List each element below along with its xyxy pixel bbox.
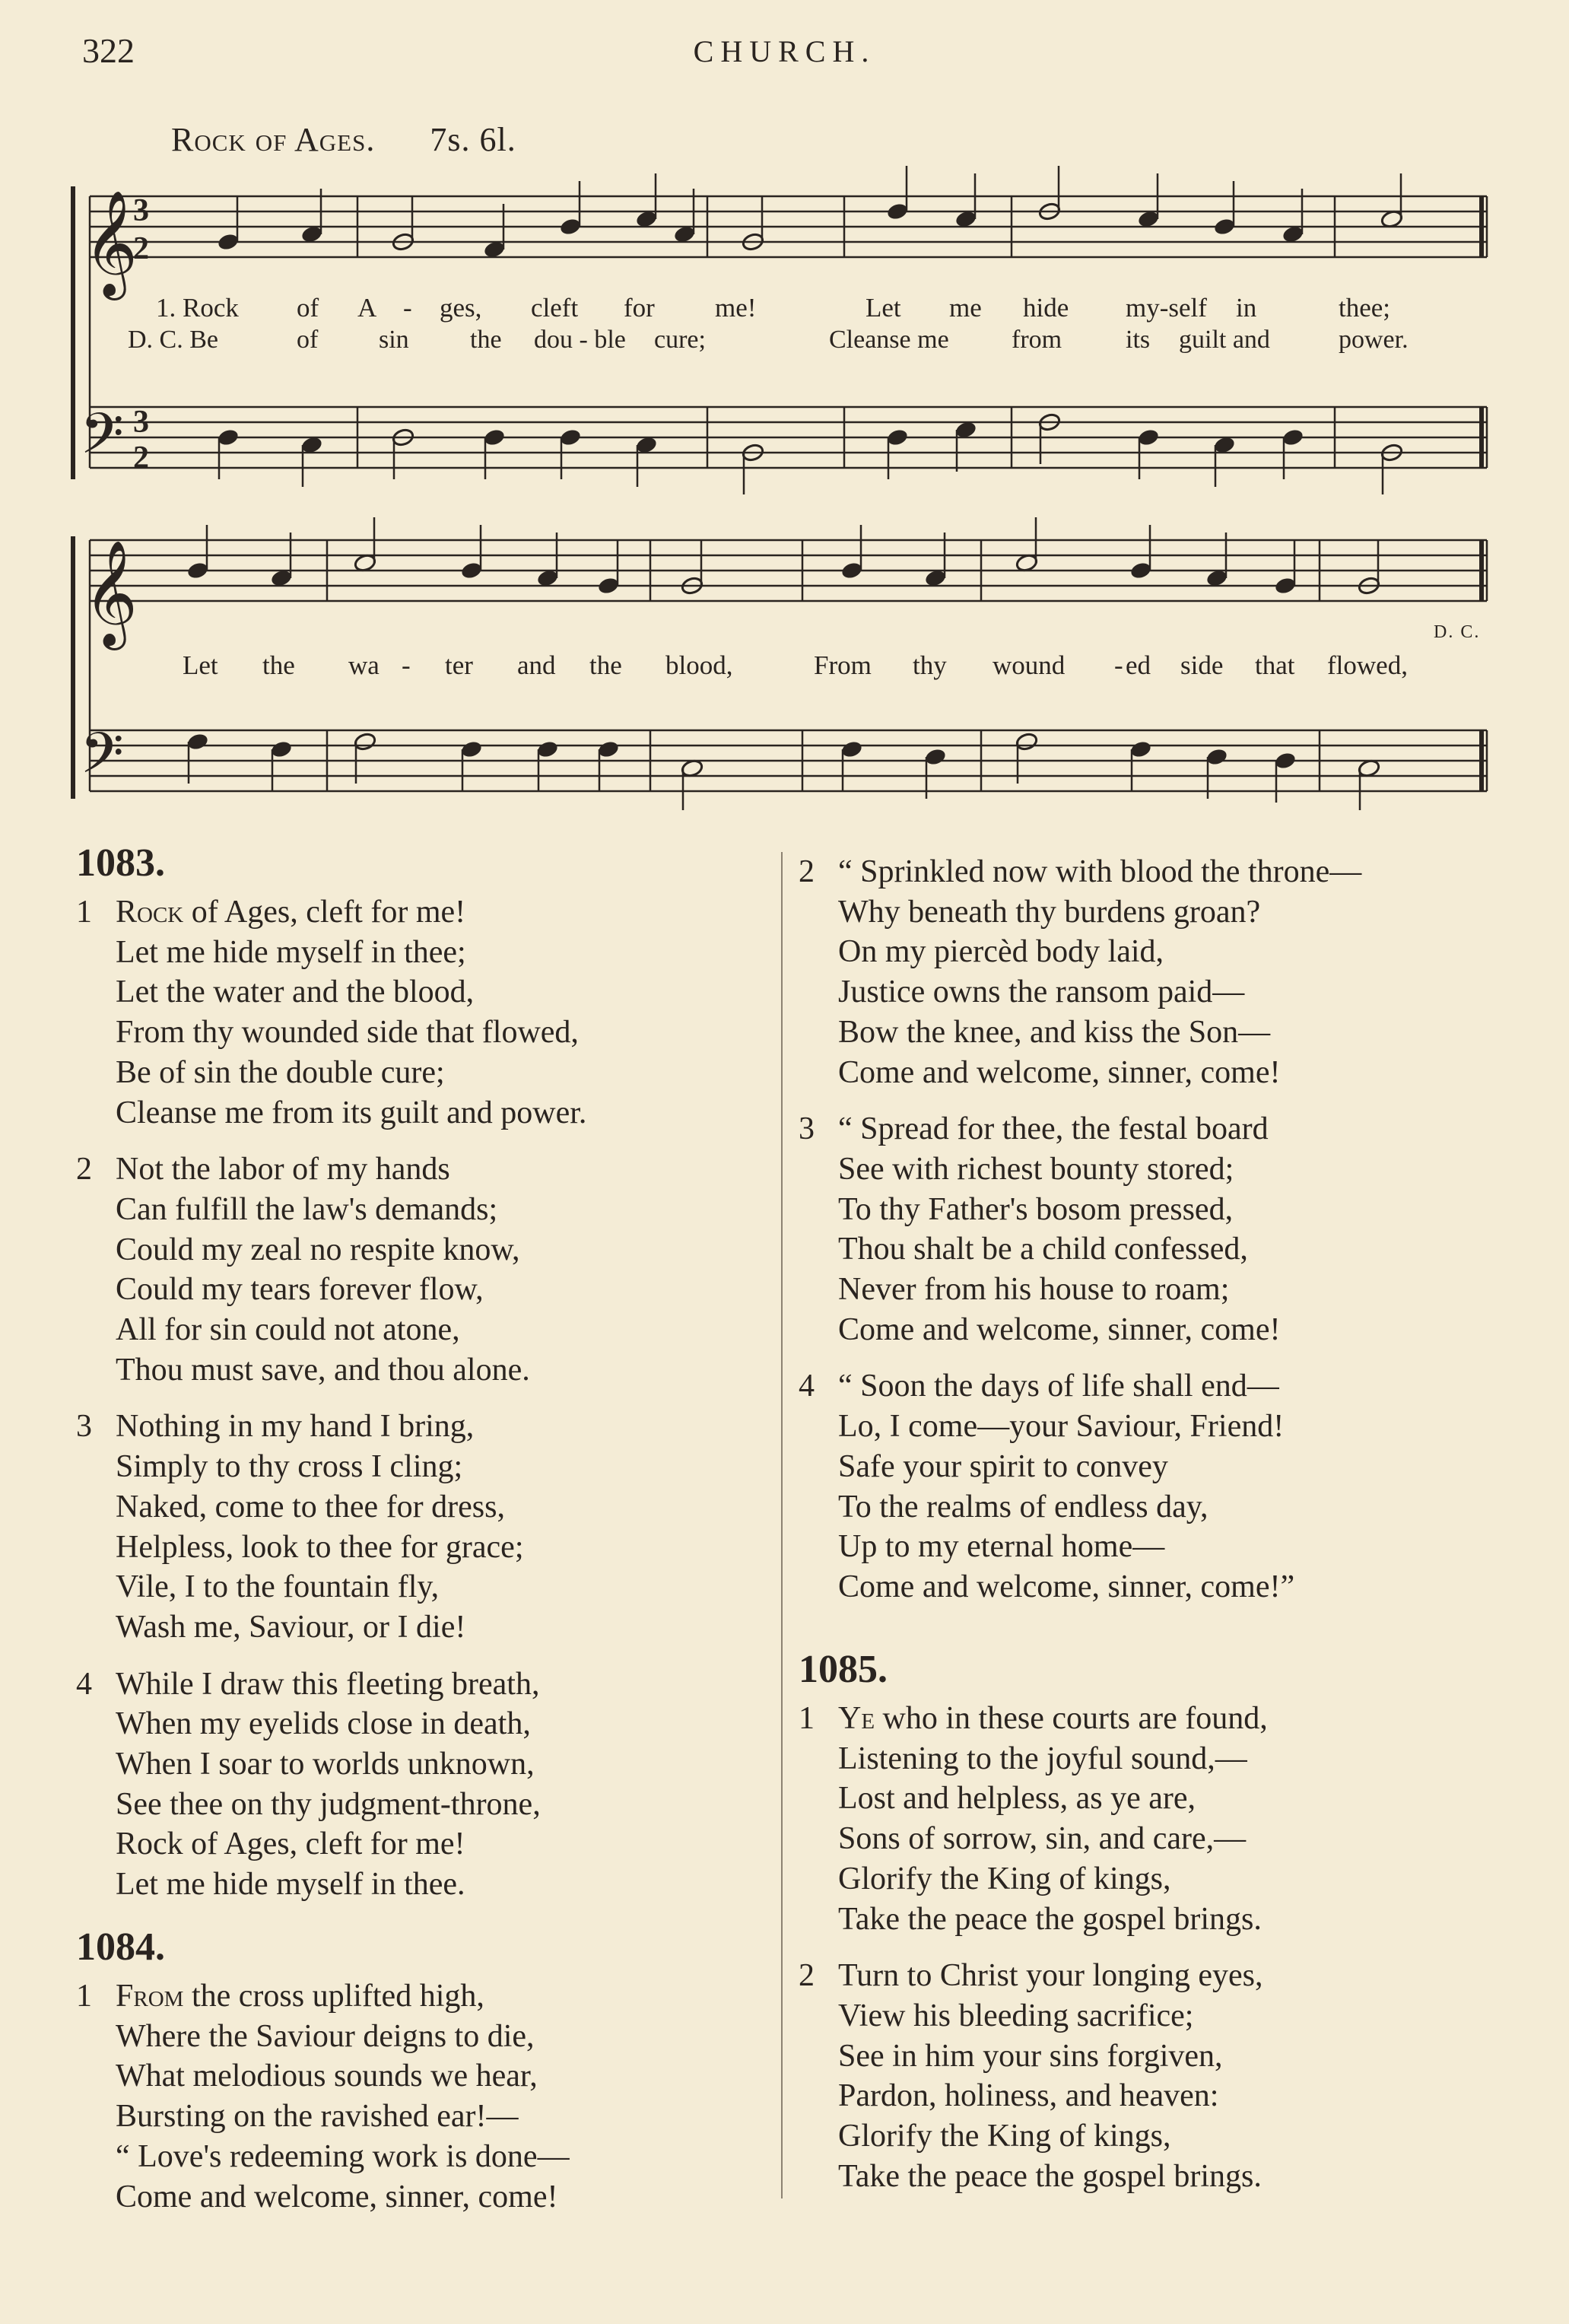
verse-line	[799, 1819, 1483, 1859]
verse-text: Let the water and the blood,	[116, 974, 475, 1010]
verse-line	[799, 1310, 1483, 1350]
lyric-syllable: the	[470, 326, 502, 354]
lyric-syllable: and	[517, 650, 556, 680]
verse-text: “ Spread for thee, the festal board	[838, 1111, 1269, 1147]
running-head: CHURCH.	[693, 34, 876, 68]
verse-text: Safe your spirit to convey	[838, 1448, 1168, 1484]
lyric-syllable: thy	[913, 650, 947, 680]
stanza	[76, 892, 761, 1133]
lyric-syllable: that	[1255, 650, 1295, 680]
verse-text: Why beneath thy burdens groan?	[838, 894, 1261, 930]
lyric-syllable: guilt and	[1179, 326, 1270, 354]
verse-text: Bursting on the ravished ear!—	[116, 2099, 519, 2135]
verse-line	[76, 1865, 761, 1905]
verse-text: “ Love's redeeming work is done—	[116, 2138, 570, 2174]
verse-text: What melodious sounds we hear,	[116, 2059, 538, 2094]
lyric-syllable: the	[262, 650, 295, 680]
verse-text: Never from his house to roam;	[838, 1272, 1230, 1308]
hymn-1085	[799, 1647, 1483, 2213]
column-divider	[781, 852, 783, 2198]
tune-name: Rock of Ages.	[171, 121, 376, 158]
verse-line	[76, 1704, 761, 1744]
stanza	[76, 1407, 761, 1647]
verse-line	[799, 1527, 1483, 1567]
verse-text: “ Soon the days of life shall end—	[838, 1369, 1279, 1404]
lyric-syllable: flowed,	[1327, 650, 1408, 680]
verse-line	[799, 1956, 1483, 1996]
verse-line	[799, 1366, 1483, 1407]
lyric-syllable: cleft	[531, 293, 579, 323]
lyric-syllable: my-self	[1126, 293, 1207, 323]
lyric-syllable: Cleanse me	[829, 326, 949, 354]
verse-text: Be of sin the double cure;	[116, 1054, 445, 1090]
verse-text: When my eyelids close in death,	[116, 1706, 531, 1742]
svg-text:𝄢: 𝄢	[80, 720, 124, 800]
verse-line	[76, 1824, 761, 1865]
verse-line	[799, 1487, 1483, 1528]
verse-text: Thou shalt be a child confessed,	[838, 1232, 1248, 1267]
first-word: Ye	[838, 1701, 875, 1736]
lyric-syllable: its	[1126, 326, 1151, 354]
lyric-syllable: the	[589, 650, 622, 680]
lyric-syllable: power.	[1339, 326, 1409, 354]
stanza-number: 3	[76, 1409, 92, 1445]
verse-line	[799, 1109, 1483, 1149]
verse-text: Let me hide myself in thee;	[116, 934, 466, 970]
stanza-number: 4	[799, 1369, 815, 1404]
lyric-syllable: A	[357, 293, 377, 323]
stanza	[76, 1149, 761, 1390]
svg-text:3: 3	[133, 405, 149, 440]
verse-text: Could my tears forever flow,	[116, 1272, 484, 1308]
verse-line	[799, 1013, 1483, 1053]
verse-text: Justice owns the ransom paid—	[838, 974, 1245, 1010]
stanza	[76, 1664, 761, 1905]
svg-text:3: 3	[133, 193, 149, 228]
lyric-syllable: D. C. Be	[128, 326, 218, 354]
verse-text: Take the peace the gospel brings.	[838, 2158, 1262, 2194]
verse-line	[799, 1859, 1483, 1900]
lyric-syllable: of	[297, 326, 319, 354]
verse-line	[799, 1739, 1483, 1779]
verse-text: Come and welcome, sinner, come!	[116, 2179, 558, 2214]
verse-line	[799, 1270, 1483, 1310]
verse-line	[76, 1310, 761, 1350]
lyric-syllable: -	[403, 293, 412, 323]
verse-text: Where the Saviour deigns to die,	[116, 2018, 535, 2054]
verse-line	[76, 1487, 761, 1528]
verse-line	[799, 1779, 1483, 1819]
stanza-number: 1	[76, 1979, 92, 2014]
verse-text: See in him your sins forgiven,	[838, 2038, 1223, 2074]
first-word: Rock	[116, 895, 184, 930]
svg-text:2: 2	[133, 440, 149, 475]
verse-line	[799, 852, 1483, 892]
stanza-number: 2	[76, 1152, 92, 1187]
lyric-syllable: side	[1180, 650, 1224, 680]
lyric-syllable: me!	[715, 293, 757, 323]
verse-text: Come and welcome, sinner, come!	[838, 1311, 1281, 1347]
verse-line	[799, 1699, 1483, 1739]
tune-meter: 7s. 6l.	[430, 121, 516, 158]
verse-text: Turn to Christ your longing eyes,	[838, 1958, 1263, 1994]
lyric-syllable: for	[624, 293, 655, 323]
lyric-syllable: me	[949, 293, 982, 323]
verse-text: Bow the knee, and kiss the Son—	[838, 1014, 1271, 1050]
verse-text: To the realms of endless day,	[838, 1489, 1209, 1524]
verse-text: Glorify the King of kings,	[838, 1861, 1171, 1896]
verse-line	[76, 933, 761, 973]
verse-text: “ Sprinkled now with blood the throne—	[838, 854, 1362, 889]
verse-line	[799, 1190, 1483, 1230]
stanza-number: 1	[76, 895, 92, 930]
verse-line	[799, 1407, 1483, 1447]
stanza	[799, 852, 1483, 1092]
svg-text:𝄢: 𝄢	[80, 401, 124, 481]
verse-text: Take the peace the gospel brings.	[838, 1901, 1262, 1937]
lyric-syllable: hide	[1023, 293, 1069, 323]
verse-text: See with richest bounty stored;	[838, 1151, 1234, 1187]
verse-line	[76, 1976, 761, 2017]
verse-line	[76, 972, 761, 1013]
verse-line	[799, 892, 1483, 933]
lyric-syllable: wa	[348, 650, 380, 680]
lyric-syllable: ed	[1126, 650, 1151, 680]
verse-line	[799, 1149, 1483, 1190]
verse-text: Can fulfill the law's demands;	[116, 1191, 498, 1227]
hymn-1084-continued	[799, 852, 1483, 1624]
verse-line	[76, 1270, 761, 1310]
verse-line	[76, 892, 761, 933]
verse-text: Wash me, Saviour, or I die!	[116, 1609, 466, 1645]
music-score	[0, 0, 1569, 822]
hymn-1084	[76, 1925, 761, 2233]
hymn-number: 1084.	[76, 1925, 165, 1969]
lyric-syllable: From	[814, 650, 872, 680]
verse-text: Lo, I come—your Saviour, Friend!	[838, 1409, 1285, 1445]
stanza	[799, 1109, 1483, 1350]
verse-line	[799, 1567, 1483, 1607]
verse-text: Naked, come to thee for dress,	[116, 1489, 505, 1524]
verse-text: Simply to thy cross I cling;	[116, 1449, 463, 1485]
verse-line	[799, 972, 1483, 1013]
verse-line	[799, 2157, 1483, 2197]
verse-line	[76, 2056, 761, 2097]
verse-text: To thy Father's bosom pressed,	[838, 1191, 1234, 1227]
verse-line	[799, 932, 1483, 972]
verse-line	[76, 1190, 761, 1230]
lyric-syllable: 1. Rock	[156, 293, 239, 323]
lyric-syllable: sin	[379, 326, 409, 354]
verse-line	[799, 2076, 1483, 2116]
verse-line	[76, 2137, 761, 2177]
verse-line	[76, 1785, 761, 1825]
lyric-syllable: thee;	[1339, 293, 1391, 323]
verse-line	[799, 1900, 1483, 1940]
verse-line	[76, 1230, 761, 1270]
verse-text: Lost and helpless, as ye are,	[838, 1781, 1196, 1817]
stanza-number: 1	[799, 1701, 815, 1736]
stanza-number: 4	[76, 1666, 92, 1702]
lyric-syllable: wound	[993, 650, 1066, 680]
verse-text: On my piercèd body laid,	[838, 934, 1164, 970]
stanza	[799, 1956, 1483, 2196]
verse-text: Listening to the joyful sound,—	[838, 1741, 1247, 1776]
verse-text: Could my zeal no respite know,	[116, 1232, 520, 1267]
verse-text: From thy wounded side that flowed,	[116, 1015, 579, 1051]
verse-text: Sons of sorrow, sin, and care,—	[838, 1821, 1247, 1857]
verse-line	[76, 1013, 761, 1053]
verse-text: Glorify the King of kings,	[838, 2119, 1171, 2154]
verse-line	[799, 1447, 1483, 1487]
verse-line	[799, 1229, 1483, 1270]
dc-mark: D. C.	[1434, 622, 1481, 642]
lyric-syllable: Let	[865, 293, 901, 323]
stanza-number: 2	[799, 854, 815, 889]
verse-line	[76, 1093, 761, 1133]
verse-text: Vile, I to the fountain fly,	[116, 1569, 440, 1605]
stanza-number: 2	[799, 1958, 815, 1994]
hymn-number: 1083.	[76, 841, 165, 885]
verse-line	[76, 1053, 761, 1093]
verse-text: When I soar to worlds unknown,	[116, 1747, 535, 1782]
verse-line	[76, 1528, 761, 1568]
verse-text: All for sin could not atone,	[116, 1312, 460, 1348]
verse-text: Pardon, holiness, and heaven:	[838, 2078, 1219, 2114]
lyric-syllable: of	[297, 293, 319, 323]
verse-text: Nothing in my hand I bring,	[116, 1409, 475, 1445]
stanza	[799, 1366, 1483, 1607]
lyric-syllable: cure;	[654, 326, 706, 354]
verse-text: Helpless, look to thee for grace;	[116, 1529, 524, 1565]
verse-line	[76, 1607, 761, 1648]
verse-line	[799, 2116, 1483, 2157]
verse-text: who in these courts are found,	[875, 1701, 1268, 1736]
lyric-syllable: -	[402, 650, 411, 680]
verse-text: Rock of Ages, cleft for me!	[116, 1826, 465, 1862]
verse-line	[76, 1149, 761, 1190]
verse-text: Come and welcome, sinner, come!”	[838, 1569, 1295, 1604]
verse-text: Thou must save, and thou alone.	[116, 1352, 530, 1388]
lyric-syllable: in	[1236, 293, 1257, 323]
verse-text: Not the labor of my hands	[116, 1152, 450, 1187]
svg-text:𝄞: 𝄞	[84, 190, 138, 296]
lyric-syllable: from	[1012, 326, 1062, 354]
verse-line	[76, 1664, 761, 1705]
hymn-1083	[76, 841, 761, 1922]
stanza	[76, 1976, 761, 2217]
first-word: From	[116, 1979, 184, 2014]
lyric-syllable: -	[1114, 650, 1123, 680]
verse-line	[76, 2177, 761, 2217]
verse-text: See thee on thy judgment-throne,	[116, 1786, 541, 1822]
verse-text: View his bleeding sacrifice;	[838, 1998, 1194, 2033]
lyric-syllable: blood,	[665, 650, 733, 680]
verse-line	[799, 1996, 1483, 2036]
lyric-syllable: ter	[445, 650, 473, 680]
verse-line	[799, 1053, 1483, 1093]
lyric-syllable: Let	[183, 650, 218, 680]
verse-line	[76, 1447, 761, 1487]
verse-text: Up to my eternal home—	[838, 1529, 1165, 1565]
verse-text: of Ages, cleft for me!	[183, 895, 466, 930]
stanza-number: 3	[799, 1111, 815, 1147]
verse-text: Let me hide myself in thee.	[116, 1867, 465, 1903]
verse-text: the cross uplifted high,	[183, 1979, 484, 2014]
verse-line	[76, 1744, 761, 1785]
verse-line	[76, 1407, 761, 1447]
stanza	[799, 1699, 1483, 1939]
verse-text: While I draw this fleeting breath,	[116, 1666, 540, 1702]
lyric-syllable: ges,	[440, 293, 482, 323]
hymn-number: 1085.	[799, 1648, 888, 1691]
lyric-syllable: dou - ble	[534, 326, 626, 354]
verse-text: Come and welcome, sinner, come!	[838, 1054, 1281, 1090]
svg-text:2: 2	[133, 231, 149, 266]
page-number: 322	[82, 31, 135, 70]
svg-text:𝄞: 𝄞	[84, 540, 138, 646]
verse-line	[76, 1567, 761, 1607]
verse-line	[76, 2017, 761, 2057]
verse-line	[799, 2036, 1483, 2077]
verse-line	[76, 1350, 761, 1391]
verse-text: Cleanse me from its guilt and power.	[116, 1095, 587, 1130]
verse-line	[76, 2097, 761, 2137]
